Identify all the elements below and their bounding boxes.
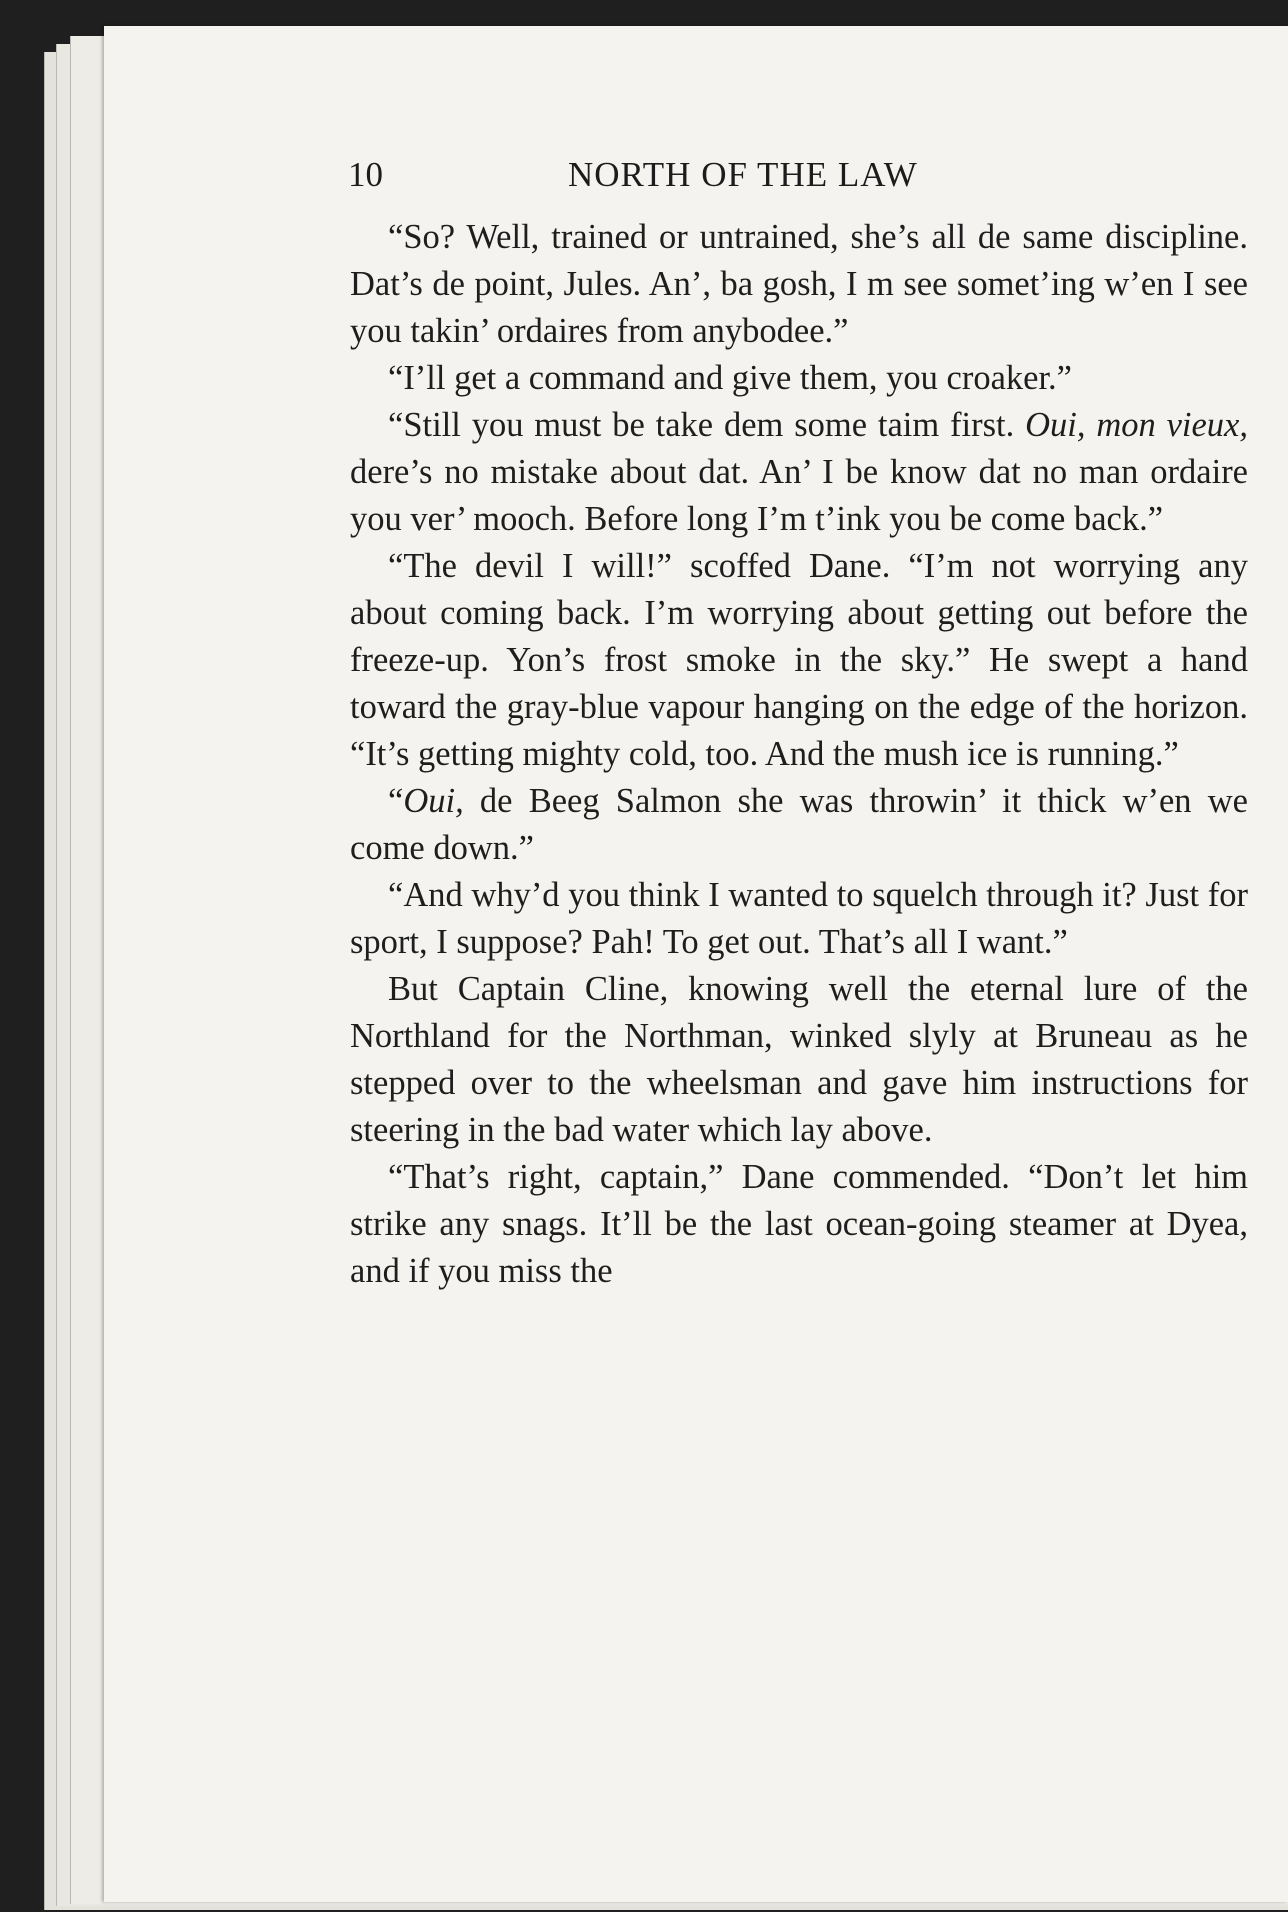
paragraph [350,402,1248,543]
text-run: “ [388,782,404,820]
italic-text-run: Oui, mon vieux, [1025,406,1248,444]
page-number: 10 [348,155,383,194]
paragraph: “And why’d you think I wanted to squelch through it? Just for sport, I suppose? Pah! To get out. That’s all I want.” [350,876,1248,961]
paragraph: “I’ll get a command and give them, you croaker.” [388,359,1072,397]
body-text [350,214,1248,1295]
page-header [348,150,1248,200]
text-run: “Still you must be take dem some taim first. [388,406,1026,444]
paragraph: But Captain Cline, knowing well the eternal lure of the Northland for the Northman, winked slyly at Bruneau as he stepped over to the wheelsman and gave him instructions for steering in the bad water which lay above. [350,970,1248,1149]
text-run: dere’s no mistake about dat. An’ I be know dat no man ordaire you ver’ mooch. Before long I’m t’ink you be come back.” [350,453,1248,538]
running-head: NORTH OF THE LAW [568,155,918,194]
paragraph: “So? Well, trained or untrained, she’s all de same discipline. Dat’s de point, Jules. An’, ba gosh, I m see somet’ing w’en I see you takin’ ordaires from anybodee.” [350,218,1248,350]
italic-text-run: Oui, [403,782,464,820]
paragraph: “The devil I will!” scoffed Dane. “I’m not worrying any about coming back. I’m worrying about getting out before the freeze-up. Yon’s frost smoke in the sky.” He swept a hand toward the gray-blue vapour hanging on the edge of the horizon. “It’s getting mighty cold, too. And the mush ice is running.” [350,547,1248,773]
text-run: de Beeg Salmon she was throwin’ it thick w’en we come down.” [350,782,1248,867]
paragraph [350,778,1248,872]
paragraph: “That’s right, captain,” Dane commended. “Don’t let him strike any snags. It’ll be the last ocean-going steamer at Dyea, and if you miss the [350,1158,1248,1290]
